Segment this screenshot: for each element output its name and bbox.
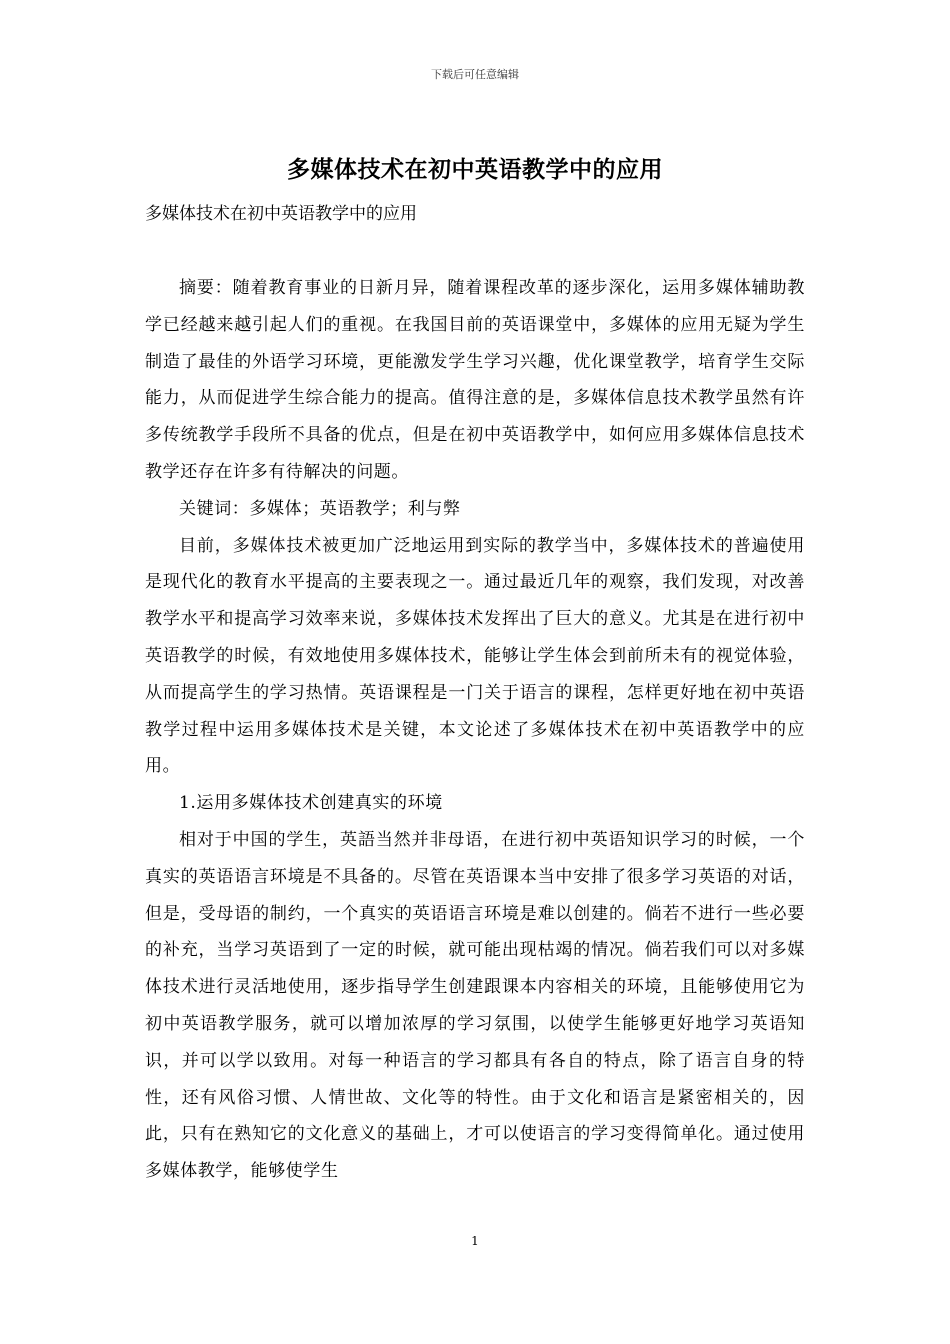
page-number: 1 (471, 1234, 479, 1248)
keywords-paragraph: 关键词：多媒体；英语教学；利与弊 (179, 498, 461, 519)
page-header: 下载后可任意编辑 (431, 68, 519, 81)
section-paragraph: 相对于中国的学生，英語当然并非母语，在进行初中英语知识学习的时候，一个真实的英语语言环境是不具备的。尽管在英语课本当中安排了很多学习英语的对话，但是，受母语的制约，一个真实的英语语言环境是难以创建的。倘若不进行一些必要的补充，当学习英语到了一定的时候，就可能出现枯竭的情况。倘若我们可以对多媒体技术进行灵活地使用，逐步指导学生创建跟课本内容相关的环境，且能够使用它为初中英语教学服务，就可以增加浓厚的学习氛围，以使学生能够更好地学习英语知识，并可以学以致用。对每一种语言的学习都具有各自的特点，除了语言自身的特性，还有风俗习惯、人情世故、文化等的特性。由于文化和语言是紧密相关的，因此，只有在熟知它的文化意义的基础上，才可以使语言的学习变得简单化。通过使用多媒体教学，能够使学生 (145, 829, 805, 1182)
section-heading: 1.运用多媒体技术创建真实的环境 (179, 793, 443, 814)
document-subtitle: 多媒体技术在初中英语教学中的应用 (145, 204, 417, 224)
document-body (145, 270, 805, 1190)
intro-paragraph: 目前，多媒体技术被更加广泛地运用到实际的教学当中，多媒体技术的普遍使用是现代化的教育水平提高的主要表现之一。通过最近几年的观察，我们发现，对改善教学水平和提高学习效率来说，多媒体技术发挥出了巨大的意义。尤其是在进行初中英语教学的时候，有效地使用多媒体技术，能够让学生体会到前所未有的视觉体验，从而提高学生的学习热情。英语课程是一门关于语言的课程，怎样更好地在初中英语教学过程中运用多媒体技术是关键，本文论述了多媒体技术在初中英语教学中的应用。 (145, 535, 805, 777)
abstract-paragraph: 摘要：随着教育事业的日新月异，随着课程改革的逐步深化，运用多媒体辅助教学已经越来越引起人们的重视。在我国目前的英语课堂中，多媒体的应用无疑为学生制造了最佳的外语学习环境，更能激发学生学习兴趣，优化课堂教学，培育学生交际能力，从而促进学生综合能力的提高。值得注意的是，多媒体信息技术教学虽然有许多传统教学手段所不具备的优点，但是在初中英语教学中，如何应用多媒体信息技术教学还存在许多有待解决的问题。 (145, 278, 805, 482)
document-title: 多媒体技术在初中英语教学中的应用 (287, 156, 663, 183)
